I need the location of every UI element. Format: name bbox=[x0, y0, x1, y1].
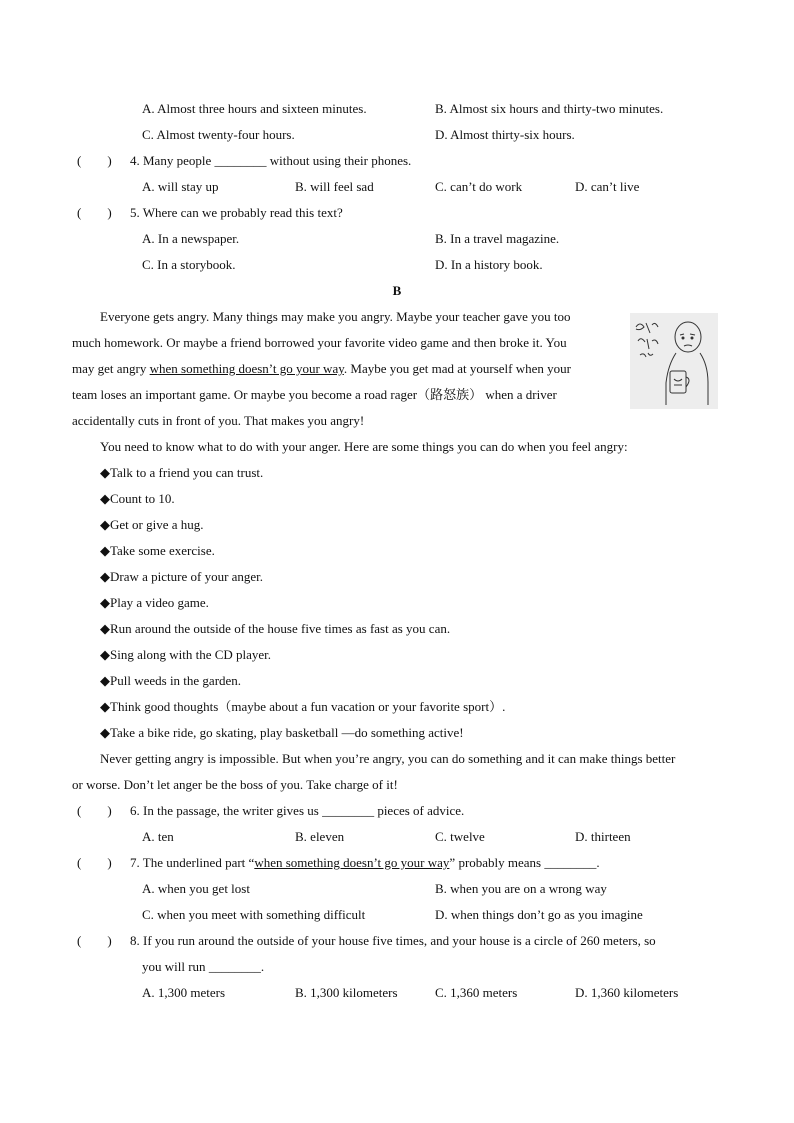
q8-blank: ________ bbox=[208, 959, 261, 974]
passage-underlined-phrase: when something doesn’t go your way bbox=[149, 361, 344, 376]
tip-item: ◆Draw a picture of your anger. bbox=[100, 569, 264, 584]
tip-item: ◆Count to 10. bbox=[100, 491, 175, 506]
q4-blank: ________ bbox=[214, 153, 267, 168]
q6-option-c: C. twelve bbox=[435, 829, 485, 844]
tip-item: ◆Play a video game. bbox=[100, 595, 209, 610]
tip-item: ◆Take a bike ride, go skating, play basketball —do something active! bbox=[100, 725, 464, 740]
q7-option-a: A. when you get lost bbox=[142, 881, 250, 896]
q7-underlined-phrase: when something doesn’t go your way bbox=[254, 855, 450, 870]
passage-p1-line1: Everyone gets angry. Many things may make you angry. Maybe your teacher gave you too bbox=[100, 309, 571, 324]
q4-option-c: C. can’t do work bbox=[435, 179, 523, 194]
q5-option-c: C. In a storybook. bbox=[142, 257, 236, 272]
passage-p1-line4: team loses an important game. Or maybe you become a road rager（路怒族） when a driver bbox=[72, 387, 557, 402]
q5-stem: 5. Where can we probably read this text? bbox=[130, 205, 343, 220]
q7-stem bbox=[130, 855, 600, 871]
q7-answer-paren[interactable]: ( ) bbox=[77, 855, 112, 870]
tip-item: ◆Talk to a friend you can trust. bbox=[100, 465, 264, 480]
q6-option-d: D. thirteen bbox=[575, 829, 631, 844]
q7-option-b: B. when you are on a wrong way bbox=[435, 881, 607, 896]
q5-option-a: A. In a newspaper. bbox=[142, 231, 240, 246]
q8-stem-line1: 8. If you run around the outside of your house five times, and your house is a circle of 260 meters, so bbox=[130, 933, 656, 948]
passage-p1-line2: much homework. Or maybe a friend borrowed your favorite video game and then broke it. You bbox=[72, 335, 567, 350]
q5-option-d: D. In a history book. bbox=[435, 257, 543, 272]
q6-blank: ________ bbox=[322, 803, 375, 818]
tip-item: ◆Think good thoughts（maybe about a fun vacation or your favorite sport）. bbox=[100, 699, 506, 714]
q3-option-c: C. Almost twenty-four hours. bbox=[142, 127, 295, 142]
q4-answer-paren[interactable]: ( ) bbox=[77, 153, 112, 168]
q4-option-b: B. will feel sad bbox=[295, 179, 374, 194]
q8-stem-line2-a: you will run bbox=[142, 959, 209, 974]
tip-item: ◆Get or give a hug. bbox=[100, 517, 204, 532]
q4-stem bbox=[130, 153, 411, 169]
q6-stem-a: 6. In the passage, the writer gives us bbox=[130, 803, 323, 818]
q8-option-d: D. 1,360 kilometers bbox=[575, 985, 679, 1000]
passage-p1-line3-a: may get angry bbox=[72, 361, 150, 376]
q8-stem-line2-b: . bbox=[260, 959, 265, 974]
q4-option-d: D. can’t live bbox=[575, 179, 640, 194]
passage-p1-line3 bbox=[72, 361, 571, 377]
tip-item: ◆Run around the outside of the house five times as fast as you can. bbox=[100, 621, 451, 636]
q5-option-b: B. In a travel magazine. bbox=[435, 231, 560, 246]
passage-p3-line1: Never getting angry is impossible. But when you’re angry, you can do something and it can make things better bbox=[100, 751, 676, 766]
q5-answer-paren[interactable]: ( ) bbox=[77, 205, 112, 220]
passage-p1-line5: accidentally cuts in front of you. That makes you angry! bbox=[72, 413, 365, 428]
tip-item: ◆Take some exercise. bbox=[100, 543, 215, 558]
q7-option-d: D. when things don’t go as you imagine bbox=[435, 907, 643, 922]
q8-stem-line2 bbox=[142, 959, 264, 975]
q7-stem-c: . bbox=[596, 855, 600, 870]
q7-stem-a: 7. The underlined part “ bbox=[130, 855, 255, 870]
q6-stem bbox=[130, 803, 464, 819]
q7-blank: ________ bbox=[544, 855, 597, 870]
passage-p2: You need to know what to do with your anger. Here are some things you can do when you feel angry: bbox=[100, 439, 628, 454]
tip-item: ◆Sing along with the CD player. bbox=[100, 647, 272, 662]
q8-option-b: B. 1,300 kilometers bbox=[295, 985, 398, 1000]
tip-item: ◆Pull weeds in the garden. bbox=[100, 673, 242, 688]
section-b-heading: B bbox=[392, 283, 402, 298]
q3-option-b: B. Almost six hours and thirty-two minutes. bbox=[435, 101, 664, 116]
q7-option-c: C. when you meet with something difficult bbox=[142, 907, 366, 922]
q3-option-a: A. Almost three hours and sixteen minutes. bbox=[142, 101, 367, 116]
q8-option-c: C. 1,360 meters bbox=[435, 985, 518, 1000]
q6-answer-paren[interactable]: ( ) bbox=[77, 803, 112, 818]
q6-option-a: A. ten bbox=[142, 829, 174, 844]
q4-option-a: A. will stay up bbox=[142, 179, 219, 194]
passage-p1-line3-b: . Maybe you get mad at yourself when your bbox=[343, 361, 571, 376]
q8-option-a: A. 1,300 meters bbox=[142, 985, 226, 1000]
q6-stem-b: pieces of advice. bbox=[374, 803, 465, 818]
angry-person-illustration bbox=[630, 313, 718, 409]
passage-p3-line2: or worse. Don’t let anger be the boss of you. Take charge of it! bbox=[72, 777, 398, 792]
q6-option-b: B. eleven bbox=[295, 829, 345, 844]
q4-stem-a: 4. Many people bbox=[130, 153, 215, 168]
q4-stem-b: without using their phones. bbox=[266, 153, 412, 168]
q3-option-d: D. Almost thirty-six hours. bbox=[435, 127, 575, 142]
q8-answer-paren[interactable]: ( ) bbox=[77, 933, 112, 948]
q7-stem-b: ” probably means bbox=[449, 855, 545, 870]
